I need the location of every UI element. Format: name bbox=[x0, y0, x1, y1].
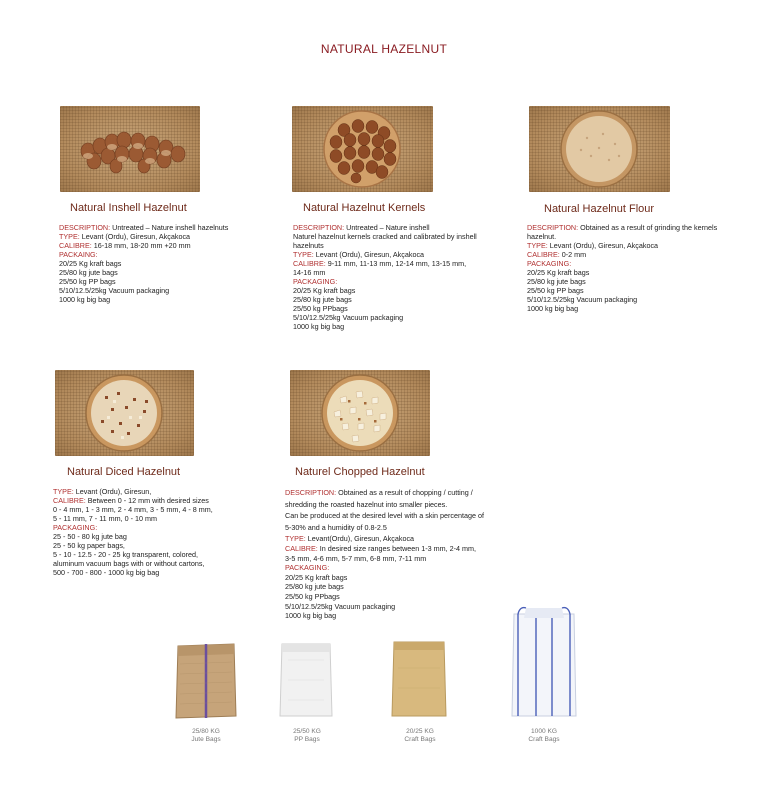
calibre-label: CALIBRE: bbox=[285, 543, 318, 553]
packaging-item: 5 - 10 - 12.5 - 20 - 25 kg transparent, colored, bbox=[53, 550, 199, 559]
bag-name: Jute Bags bbox=[191, 736, 221, 743]
product-title: Natural Inshell Hazelnut bbox=[70, 202, 187, 214]
type-label: TYPE: bbox=[527, 241, 548, 250]
packaging-item: 25/80 kg jute bags bbox=[527, 277, 586, 286]
packaging-item: 5/10/12.5/25kg Vacuum packaging bbox=[59, 286, 170, 295]
bag-name: Craft Bags bbox=[528, 736, 560, 743]
packaging-label: PACKAGING: bbox=[527, 259, 572, 268]
packaging-item: aluminum vacuum bags with or without cartons, bbox=[53, 559, 205, 568]
packaging-item: 20/25 Kg kraft bags bbox=[285, 572, 348, 582]
product-title: Naturel Chopped Hazelnut bbox=[295, 466, 425, 478]
packaging-item: 5/10/12.5/25kg Vacuum packaging bbox=[293, 313, 404, 322]
calibre-text: 0-2 mm bbox=[559, 250, 587, 259]
packaging-item: 1000 kg big bag bbox=[285, 611, 337, 621]
bag-caption bbox=[267, 728, 347, 744]
packaging-label: PACKAING: bbox=[59, 250, 98, 259]
bag-weight: 25/50 KG bbox=[293, 728, 321, 735]
bag-caption bbox=[504, 728, 584, 744]
description-label: DESCRIPTION: bbox=[285, 488, 337, 497]
bag-weight: 20/25 KG bbox=[406, 728, 434, 735]
bag-name: Craft Bags bbox=[404, 736, 436, 743]
packaging-item: 25 - 50 - 80 kg jute bag bbox=[53, 532, 127, 541]
packaging-item: 25/50 kg PPbags bbox=[285, 591, 340, 601]
product-details bbox=[53, 487, 273, 577]
packaging-item: 25/50 kg PPbags bbox=[293, 304, 348, 313]
packaging-item: 5/10/12.5/25kg Vacuum packaging bbox=[285, 601, 396, 611]
product-title: Natural Hazelnut Kernels bbox=[303, 202, 426, 214]
type-text: Levant (Ordu), Giresun, Akçakoca bbox=[79, 232, 191, 241]
bag-weight: 1000 KG bbox=[530, 728, 558, 735]
page-title: NATURAL HAZELNUT bbox=[320, 42, 448, 56]
description-text: Naturel hazelnut kernels cracked and calibrated by inshell bbox=[293, 232, 477, 241]
calibre-text: 9-11 mm, 11-13 mm, 12-14 mm, 13-15 mm, bbox=[325, 259, 467, 268]
packaging-label: PACKAGING: bbox=[293, 277, 338, 286]
jute-bag-image bbox=[170, 640, 242, 720]
calibre-text: 14-16 mm bbox=[293, 268, 326, 277]
calibre-label: CALIBRE: bbox=[527, 250, 560, 259]
type-text: Levant(Ordu), Giresun, Akçakoca bbox=[305, 534, 415, 544]
calibre-text: 16-18 mm, 18-20 mm +20 mm bbox=[91, 241, 191, 250]
product-details bbox=[527, 223, 759, 313]
diced-hazelnut-photo bbox=[55, 370, 194, 456]
packaging-item: 20/25 Kg kraft bags bbox=[293, 286, 356, 295]
type-text: Levant (Ordu), Giresun, Akçakoca bbox=[313, 250, 425, 259]
description-text: 5-30% and a humidity of 0.8-2.5 bbox=[285, 522, 387, 532]
calibre-label: CALIBRE: bbox=[293, 259, 326, 268]
bag-caption bbox=[380, 728, 460, 744]
type-label: TYPE: bbox=[293, 250, 314, 259]
type-text: Levant (Ordu), Giresun, Akçakoca bbox=[547, 241, 659, 250]
product-details bbox=[285, 488, 515, 621]
description-text: Obtained as a result of grinding the kernels bbox=[578, 223, 718, 232]
bag-weight: 25/80 KG bbox=[192, 728, 220, 735]
packaging-item: 20/25 Kg kraft bags bbox=[527, 268, 590, 277]
hazelnut-kernels-photo bbox=[292, 106, 433, 192]
product-title: Natural Hazelnut Flour bbox=[544, 203, 655, 215]
pp-bag-image bbox=[276, 640, 336, 720]
packaging-item: 25/50 kg PP bags bbox=[527, 286, 584, 295]
description-label: DESCRIPTION: bbox=[59, 223, 111, 232]
packaging-item: 25/80 kg jute bags bbox=[293, 295, 352, 304]
calibre-text: 5 - 11 mm, 7 - 11 mm, 0 - 10 mm bbox=[53, 514, 157, 523]
description-text: hazelnuts bbox=[293, 241, 324, 250]
bag-name: PP Bags bbox=[294, 736, 320, 743]
type-label: TYPE: bbox=[53, 487, 74, 496]
description-label: DESCRIPTION: bbox=[293, 223, 345, 232]
bag-caption bbox=[166, 728, 246, 744]
type-label: TYPE: bbox=[285, 534, 306, 544]
packaging-item: 25/80 kg jute bags bbox=[285, 582, 344, 592]
chopped-hazelnut-photo bbox=[290, 370, 430, 456]
type-label: TYPE: bbox=[59, 232, 80, 241]
hazelnut-flour-photo bbox=[529, 106, 670, 192]
calibre-text: 0 - 4 mm, 1 - 3 mm, 2 - 4 mm, 3 - 5 mm, 4 - 8 mm, bbox=[53, 505, 213, 514]
description-text: Can be produced at the desired level with a skin percentage of bbox=[285, 511, 484, 521]
calibre-text: Between 0 - 12 mm with desired sizes bbox=[85, 496, 209, 505]
big-bag-image bbox=[506, 604, 582, 720]
packaging-item: 1000 kg big bag bbox=[527, 304, 579, 313]
description-text: Untreated – Nature inshell hazelnuts bbox=[110, 223, 229, 232]
calibre-label: CALIBRE: bbox=[59, 241, 92, 250]
packaging-item: 5/10/12.5/25kg Vacuum packaging bbox=[527, 295, 638, 304]
calibre-label: CALIBRE: bbox=[53, 496, 86, 505]
packaging-item: 25/50 kg PP bags bbox=[59, 277, 116, 286]
calibre-text: 3-5 mm, 4-6 mm, 5-7 mm, 6-8 mm, 7-11 mm bbox=[285, 553, 427, 563]
packaging-item: 1000 kg big bag bbox=[59, 295, 111, 304]
packaging-item: 25/80 kg jute bags bbox=[59, 268, 118, 277]
product-details bbox=[59, 223, 269, 304]
description-text: shredding the roasted hazelnut into smaller pieces. bbox=[285, 499, 448, 509]
product-title: Natural Diced Hazelnut bbox=[67, 466, 181, 478]
packaging-item: 1000 kg big bag bbox=[293, 322, 345, 331]
packaging-label: PACKAGING: bbox=[53, 523, 98, 532]
description-text: hazelnut. bbox=[527, 232, 557, 241]
type-text: Levant (Ordu), Giresun, bbox=[73, 487, 152, 496]
packaging-label: PACKAGING: bbox=[285, 563, 330, 573]
packaging-item: 20/25 Kg kraft bags bbox=[59, 259, 122, 268]
calibre-text: In desired size ranges between 1-3 mm, 2-4 mm, bbox=[317, 543, 476, 553]
description-text: Untreated – Nature inshell bbox=[344, 223, 430, 232]
product-details bbox=[293, 223, 503, 331]
packaging-item: 500 - 700 - 800 - 1000 kg big bag bbox=[53, 568, 160, 577]
description-label: DESCRIPTION: bbox=[527, 223, 579, 232]
packaging-item: 25 - 50 kg paper bags, bbox=[53, 541, 125, 550]
craft-bag-image bbox=[388, 638, 450, 720]
description-text: Obtained as a result of chopping / cutting / bbox=[336, 488, 473, 497]
inshell-hazelnut-photo bbox=[60, 106, 200, 192]
